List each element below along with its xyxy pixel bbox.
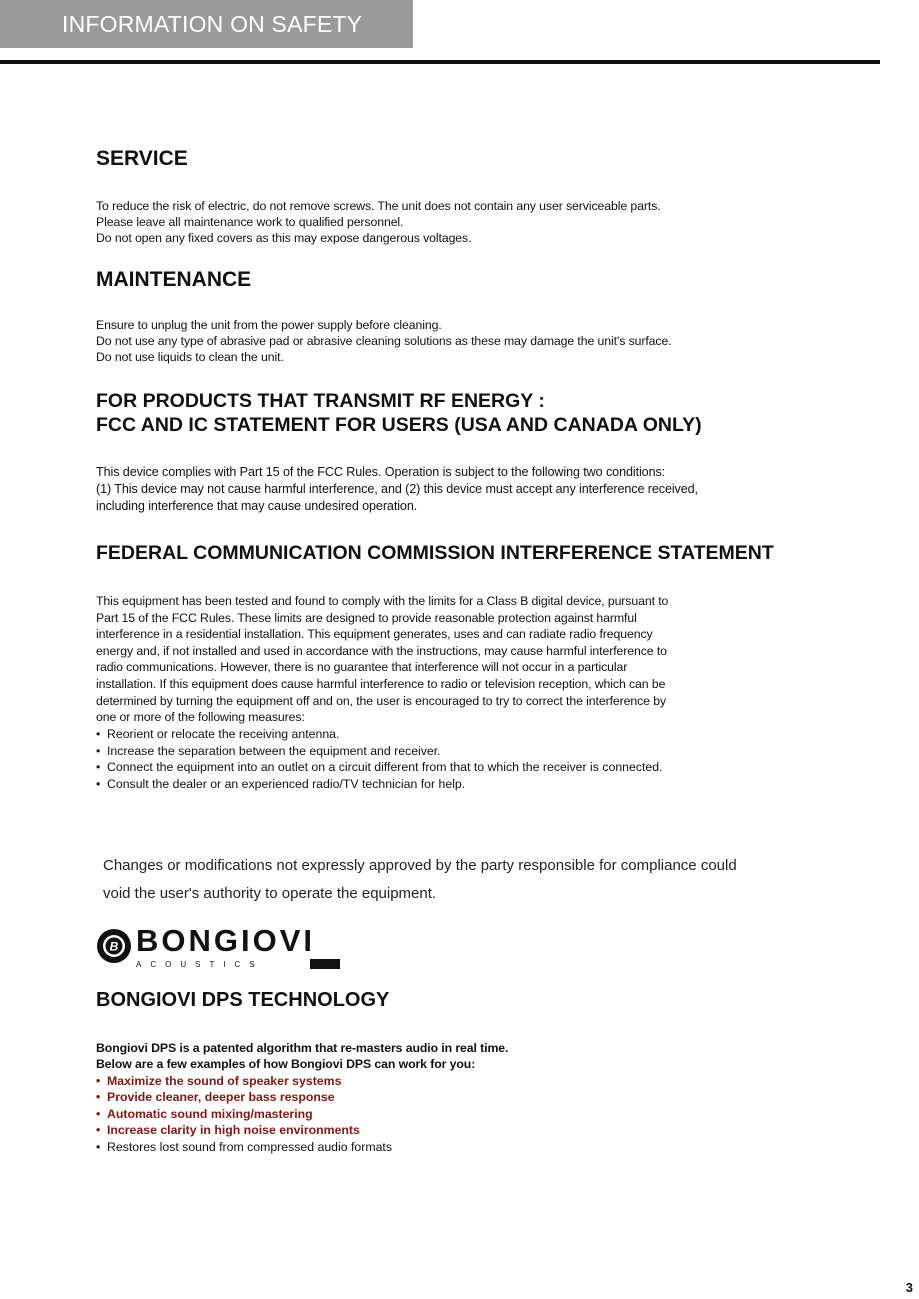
list-item: • Reorient or relocate the receiving antenna.: [96, 726, 663, 743]
header-divider: [0, 60, 880, 64]
rf-heading-line: FCC AND IC STATEMENT FOR USERS (USA AND CANADA ONLY): [96, 414, 702, 436]
logo-wordmark: BONGIOVI: [136, 923, 316, 958]
dps-heading: BONGIOVI DPS TECHNOLOGY: [96, 989, 390, 1011]
fcc-line: interference in a residential installation. This equipment generates, uses and can radiate radio frequency: [96, 627, 653, 642]
list-item: • Restores lost sound from compressed audio formats: [96, 1139, 392, 1155]
rf-line: (1) This device may not cause harmful interference, and (2) this device must accept any interference received,: [96, 482, 698, 496]
fcc-paragraph: [96, 593, 668, 726]
fcc-line: energy and, if not installed and used in accordance with the instructions, may cause harmful interference to: [96, 643, 667, 658]
service-line: Please leave all maintenance work to qualified personnel.: [96, 214, 404, 229]
fcc-line: radio communications. However, there is no guarantee that interference will not occur in a particular: [96, 660, 628, 675]
maintenance-line: Ensure to unplug the unit from the power supply before cleaning.: [96, 318, 442, 332]
fcc-line: Part 15 of the FCC Rules. These limits are designed to provide reasonable protection against harmful: [96, 610, 637, 625]
list-item: • Automatic sound mixing/mastering: [96, 1106, 392, 1122]
service-line: To reduce the risk of electric, do not remove screws. The unit does not contain any user serviceable parts.: [96, 199, 661, 213]
notice-line: Changes or modifications not expressly approved by the party responsible for compliance could: [103, 857, 737, 874]
logo-bar: [310, 959, 340, 969]
maintenance-paragraph: [96, 318, 672, 365]
page-number: 3: [905, 1280, 913, 1295]
fcc-line: one or more of the following measures:: [96, 710, 305, 725]
bongiovi-logo: [96, 922, 346, 970]
notice-line: void the user's authority to operate the equipment.: [103, 885, 437, 902]
dps-intro-line: Below are a few examples of how Bongiovi DPS can work for you:: [96, 1057, 476, 1072]
rf-paragraph: [96, 464, 698, 515]
rf-heading: [96, 389, 702, 437]
dps-intro: [96, 1040, 508, 1073]
maintenance-heading: MAINTENANCE: [96, 268, 252, 291]
rf-heading-line: FOR PRODUCTS THAT TRANSMIT RF ENERGY :: [96, 390, 545, 412]
list-item: • Connect the equipment into an outlet on a circuit different from that to which the receiver is connected.: [96, 759, 663, 776]
bongiovi-badge-icon: [96, 928, 132, 964]
maintenance-line: Do not use liquids to clean the unit.: [96, 349, 284, 364]
fcc-line: This equipment has been tested and found to comply with the limits for a Class B digital device, pursuant to: [96, 594, 669, 608]
service-paragraph: [96, 199, 661, 246]
service-line: Do not open any fixed covers as this may expose dangerous voltages.: [96, 230, 472, 245]
rf-line: This device complies with Part 15 of the FCC Rules. Operation is subject to the following two conditions:: [96, 465, 666, 479]
list-item: • Consult the dealer or an experienced radio/TV technician for help.: [96, 776, 663, 793]
fcc-heading: FEDERAL COMMUNICATION COMMISSION INTERFERENCE STATEMENT: [96, 542, 774, 564]
list-item: • Increase clarity in high noise environments: [96, 1122, 392, 1138]
modification-notice: [103, 852, 903, 908]
fcc-measures-list: [96, 726, 663, 792]
badge-letter: B: [109, 939, 119, 954]
rf-line: including interference that may cause undesired operation.: [96, 499, 418, 513]
logo-subtitle: ACOUSTICS: [136, 960, 264, 969]
list-item: • Increase the separation between the equipment and receiver.: [96, 743, 663, 760]
dps-features-list: [96, 1073, 392, 1155]
list-item: • Provide cleaner, deeper bass response: [96, 1089, 392, 1105]
service-heading: SERVICE: [96, 147, 188, 170]
section-header-tab: INFORMATION ON SAFETY: [0, 0, 413, 48]
fcc-line: installation. If this equipment does cause harmful interference to radio or television reception, which can be: [96, 676, 666, 691]
fcc-line: determined by turning the equipment off and on, the user is encouraged to try to correct the interference by: [96, 693, 667, 708]
dps-intro-line: Bongiovi DPS is a patented algorithm that re-masters audio in real time.: [96, 1041, 509, 1055]
maintenance-line: Do not use any type of abrasive pad or abrasive cleaning solutions as these may damage the unit's surface.: [96, 333, 672, 348]
list-item: • Maximize the sound of speaker systems: [96, 1073, 392, 1089]
